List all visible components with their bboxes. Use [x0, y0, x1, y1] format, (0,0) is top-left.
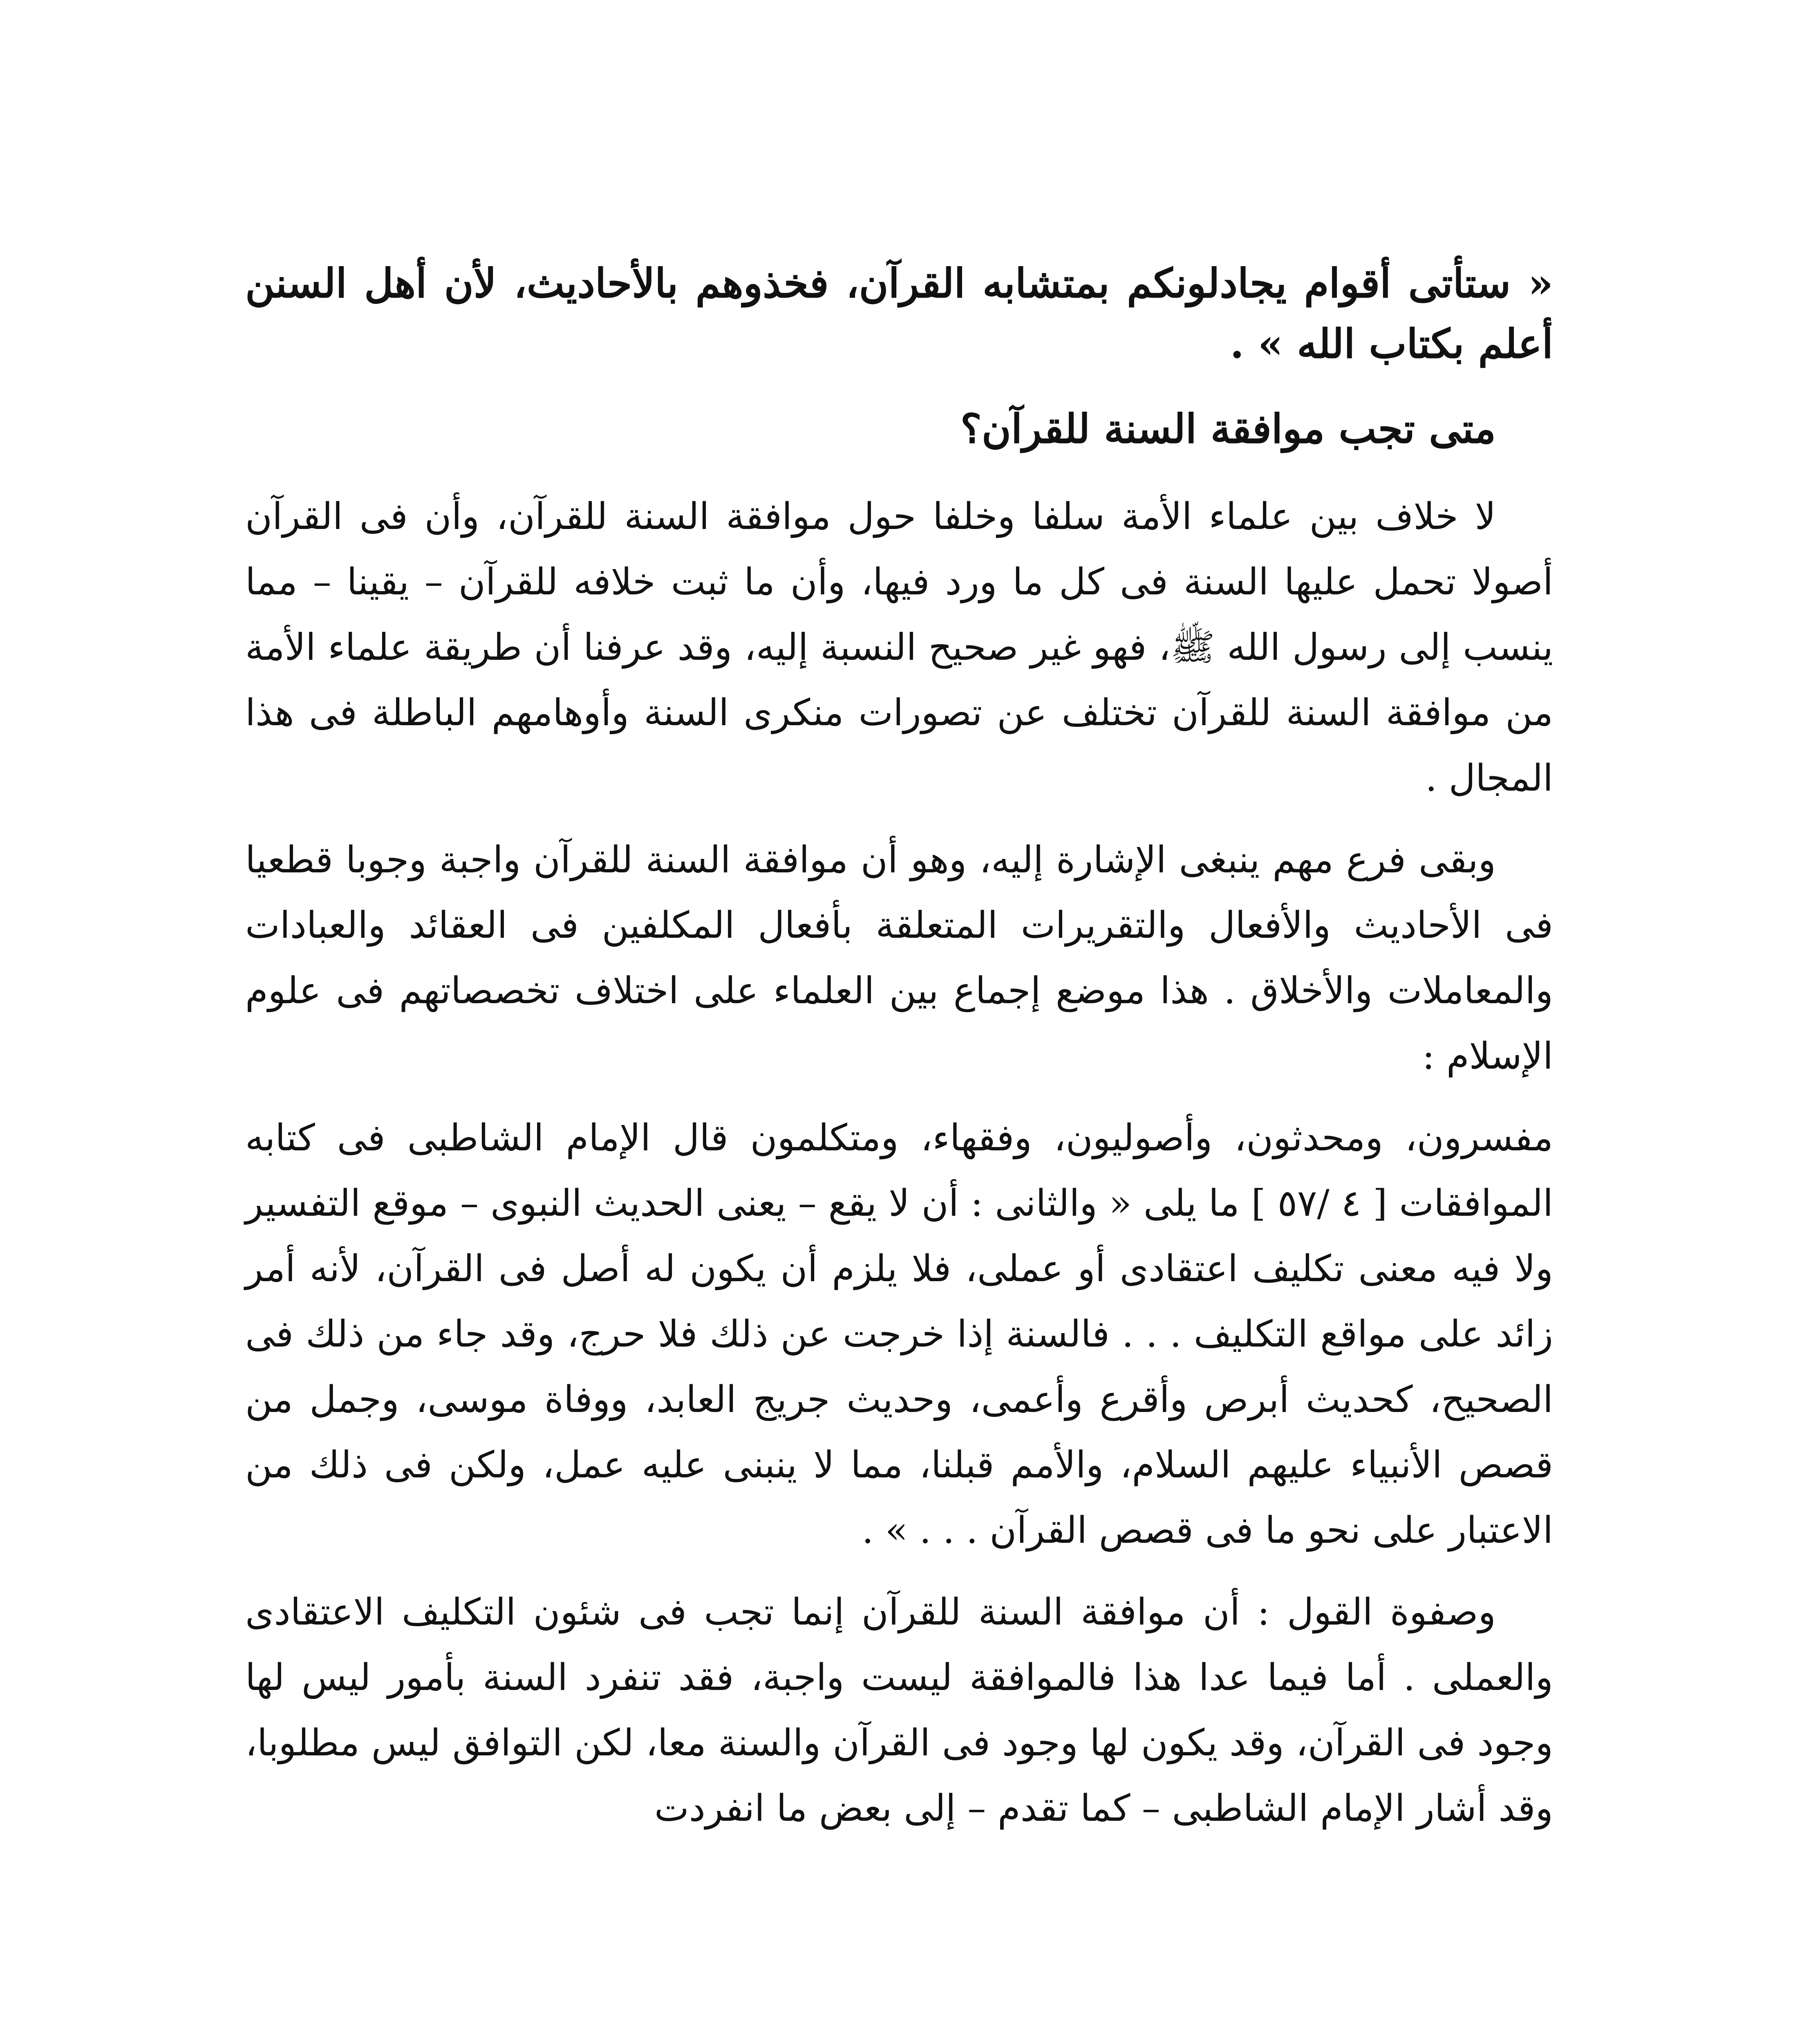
- hadith-quote: « ستأتى أقوام يجادلونكم بمتشابه القرآن، فخذوهم بالأحاديث، لأن أهل السنن أعلم بكتاب الله » .: [245, 260, 1553, 368]
- page-body: [245, 253, 1553, 1858]
- paragraph: لا خلاف بين علماء الأمة سلفا وخلفا حول موافقة السنة للقرآن، وأن فى القرآن أصولا تحمل عليها السنة فى كل ما ورد فيها، وأن ما ثبت خلافه للقرآن – يقينا – مما ينسب إلى رسول الله ﷺ، فهو غير صحيح النسبة إليه، وقد عرفنا أن طريقة علماء الأمة من موافقة السنة للقرآن تختلف عن تصورات منكرى السنة وأوهامهم الباطلة فى هذا المجال .: [245, 495, 1553, 800]
- paragraph: مفسرون، ومحدثون، وأصوليون، وفقهاء، ومتكلمون قال الإمام الشاطبى فى كتابه الموافقات [ ٤ /٥٧ ] ما يلى « والثانى : أن لا يقع – يعنى الحديث النبوى – موقع التفسير ولا فيه معنى تكليف اعتقادى أو عملى، فلا يلزم أن يكون له أصل فى القرآن، لأنه أمر زائد على مواقع التكليف . . . فالسنة إذا خرجت عن ذلك فلا حرج، وقد جاء من ذلك فى الصحيح، كحديث أبرص وأقرع وأعمى، وحديث جريج العابد، ووفاة موسى، وجمل من قصص الأنبياء عليهم السلام، والأمم قبلنا، مما لا ينبنى عليه عمل، ولكن فى ذلك من الاعتبار على نحو ما فى قصص القرآن . . . » .: [245, 1116, 1554, 1552]
- paragraph: وبقى فرع مهم ينبغى الإشارة إليه، وهو أن موافقة السنة للقرآن واجبة وجوبا قطعيا فى الأحاديث والأفعال والتقريرات المتعلقة بأفعال المكلفين فى العقائد والعبادات والمعاملات والأخلاق . هذا موضع إجماع بين العلماء على اختلاف تخصصاتهم فى علوم الإسلام :: [245, 838, 1553, 1078]
- paragraph: وصفوة القول : أن موافقة السنة للقرآن إنما تجب فى شئون التكليف الاعتقادى والعملى . أما فيما عدا هذا فالموافقة ليست واجبة، فقد تنفرد السنة بأمور ليس لها وجود فى القرآن، وقد يكون لها وجود فى القرآن والسنة معا، لكن التوافق ليس مطلوبا، وقد أشار الإمام الشاطبى – كما تقدم – إلى بعض ما انفردت: [245, 1591, 1553, 1830]
- section-heading: متى تجب موافقة السنة للقرآن؟: [960, 406, 1496, 453]
